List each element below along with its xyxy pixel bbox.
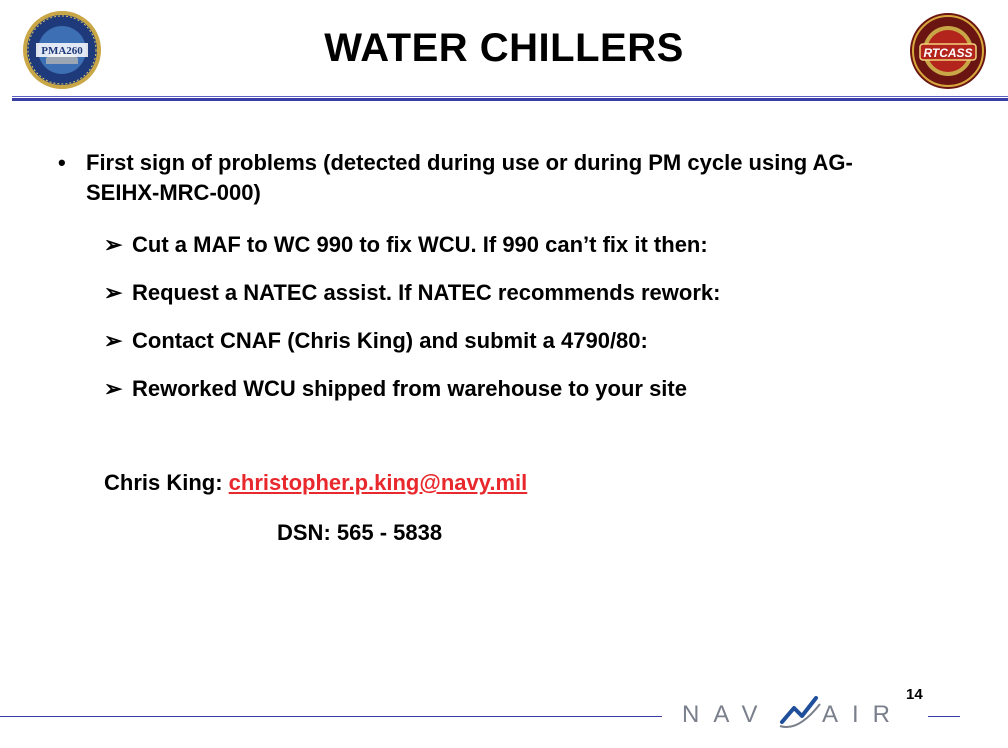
sub-bullet bbox=[104, 280, 720, 306]
sub-bullet bbox=[104, 232, 708, 258]
arrow-bullet-icon: ➢ bbox=[104, 376, 123, 401]
svg-text:AIR: AIR bbox=[822, 701, 905, 728]
sub-bullet-text: Cut a MAF to WC 990 to fix WCU. If 990 can’t fix it then: bbox=[132, 232, 708, 257]
arrow-bullet-icon: ➢ bbox=[104, 280, 123, 305]
header-divider bbox=[12, 96, 1008, 101]
page-number: 14 bbox=[906, 686, 923, 703]
contact-label: Chris King: bbox=[104, 470, 229, 495]
arrow-bullet-icon: ➢ bbox=[104, 328, 123, 353]
svg-text:NAV: NAV bbox=[682, 701, 772, 728]
svg-text:PMA260: PMA260 bbox=[41, 45, 83, 57]
arrow-bullet-icon: ➢ bbox=[104, 232, 123, 257]
sub-bullet bbox=[104, 376, 687, 402]
main-bullet-text: First sign of problems (detected during use or during PM cycle using AG-SEIHX-MRC-000) bbox=[86, 150, 853, 205]
page-title: WATER CHILLERS bbox=[324, 26, 684, 70]
navair-logo-icon bbox=[680, 692, 910, 732]
contact-line bbox=[104, 470, 527, 496]
bullet-marker: • bbox=[58, 150, 66, 175]
sub-bullet-text: Reworked WCU shipped from warehouse to your site bbox=[132, 376, 687, 401]
sub-bullet-text: Request a NATEC assist. If NATEC recommends rework: bbox=[132, 280, 721, 305]
svg-text:RTCASS: RTCASS bbox=[923, 46, 973, 60]
sub-bullet-text: Contact CNAF (Chris King) and submit a 4790/80: bbox=[132, 328, 648, 353]
rtcass-logo-icon bbox=[908, 12, 988, 90]
footer-divider bbox=[928, 716, 960, 717]
email-link[interactable]: christopher.p.king@navy.mil bbox=[228, 470, 528, 495]
footer-divider bbox=[0, 716, 662, 717]
sub-bullet bbox=[104, 328, 648, 354]
dsn-number: DSN: 565 - 5838 bbox=[277, 520, 443, 545]
